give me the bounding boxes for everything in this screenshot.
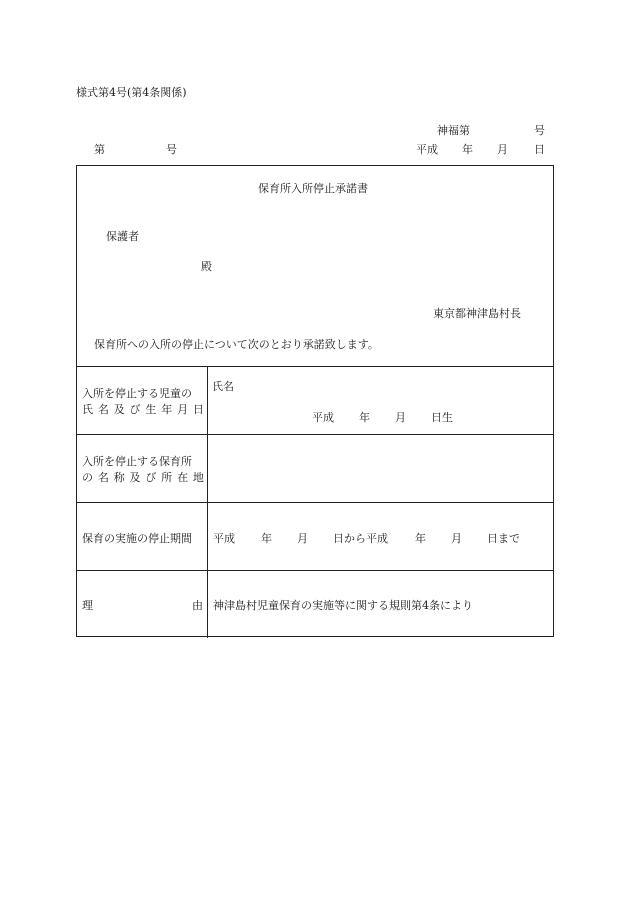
label-char: 氏 — [82, 403, 93, 416]
birth-day-suffix: 日生 — [431, 411, 453, 424]
form-box — [76, 165, 554, 637]
date-month-unit: 月 — [497, 143, 508, 156]
period-year-unit: 年 — [261, 532, 272, 545]
period-from-text: 日から平成 — [333, 532, 388, 545]
divider-line — [77, 434, 553, 435]
issuer: 東京都神津島村長 — [433, 307, 521, 320]
number-prefix: 第 — [94, 143, 105, 156]
number-suffix: 号 — [166, 143, 177, 156]
birth-era: 平成 — [312, 411, 334, 424]
label-char: 称 — [113, 471, 125, 484]
divider-line — [77, 570, 553, 571]
label-char: 生 — [145, 403, 157, 416]
label-char: 日 — [192, 403, 204, 416]
label-char: の — [82, 471, 93, 484]
column-divider — [207, 366, 208, 638]
facility-label-line1: 入所を停止する保育所 — [82, 455, 192, 468]
label-char: 名 — [97, 471, 109, 484]
period-label: 保育の実施の停止期間 — [82, 532, 192, 545]
label-char: 所 — [161, 471, 173, 484]
child-label-line1: 入所を停止する児童の — [82, 387, 192, 400]
period-year-unit-2: 年 — [415, 532, 426, 545]
divider-line — [77, 502, 553, 503]
period-month-unit: 月 — [297, 532, 308, 545]
date-year-unit: 年 — [462, 143, 473, 156]
period-era: 平成 — [213, 532, 235, 545]
reason-label-left: 理 — [82, 599, 93, 612]
approval-statement: 保育所への入所の停止について次のとおり承諾致します。 — [94, 338, 379, 351]
period-until-text: 日まで — [487, 532, 520, 545]
facility-label-line2 — [82, 471, 204, 484]
recipient-label: 保護者 — [106, 230, 139, 243]
label-char: 及 — [129, 471, 141, 484]
doc-number-suffix: 号 — [534, 124, 545, 137]
birth-year-unit: 年 — [359, 411, 370, 424]
label-char: 年 — [161, 403, 173, 416]
reason-label-right: 由 — [192, 599, 203, 612]
divider-line — [77, 366, 553, 367]
label-char: 及 — [113, 403, 125, 416]
label-char: び — [129, 403, 141, 416]
child-label-line2 — [82, 403, 204, 416]
label-char: 地 — [192, 471, 204, 484]
date-era: 平成 — [416, 143, 438, 156]
label-char: 名 — [97, 403, 109, 416]
child-name-label: 氏名 — [212, 380, 234, 393]
honorific: 殿 — [201, 260, 212, 273]
label-char: び — [145, 471, 157, 484]
birth-month-unit: 月 — [395, 411, 406, 424]
doc-number-prefix: 神福第 — [437, 124, 470, 137]
date-day-unit: 日 — [534, 143, 545, 156]
label-char: 在 — [177, 471, 189, 484]
form-title: 保育所入所停止承諾書 — [258, 182, 368, 195]
reason-value: 神津島村児童保育の実施等に関する規則第4条により — [213, 599, 473, 612]
period-month-unit-2: 月 — [451, 532, 462, 545]
label-char: 月 — [177, 403, 189, 416]
form-identifier: 様式第4号(第4条関係) — [76, 86, 187, 99]
